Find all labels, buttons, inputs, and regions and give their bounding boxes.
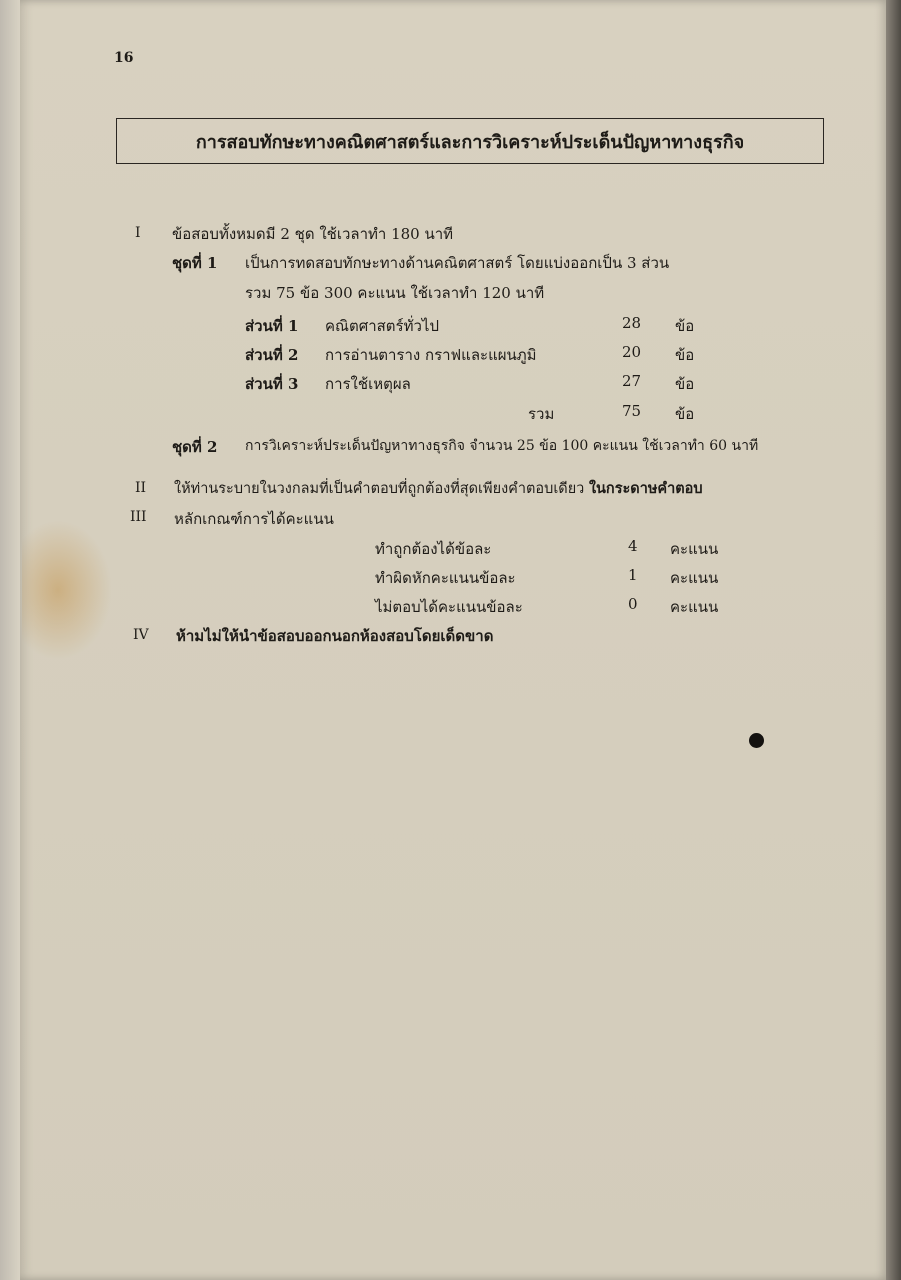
section-3-numeral: III [130, 509, 147, 525]
total-unit: ข้อ [675, 405, 695, 423]
page-right-edge [886, 0, 901, 1280]
rule-3-unit: คะแนน [670, 598, 719, 616]
set-1-line-2: รวม 75 ข้อ 300 คะแนน ใช้เวลาทำ 120 นาที [245, 284, 545, 302]
part-2-name: การอ่านตาราง กราฟและแผนภูมิ [325, 346, 537, 364]
part-3-unit: ข้อ [675, 375, 695, 393]
rule-2-unit: คะแนน [670, 569, 719, 587]
paper-stain [22, 520, 112, 660]
rule-2-text: ทำผิดหักคะแนนข้อละ [375, 569, 516, 587]
rule-3-points: 0 [628, 595, 638, 613]
set-2-label: ชุดที่ 2 [172, 438, 218, 456]
section-1-text: ข้อสอบทั้งหมดมี 2 ชุด ใช้เวลาทำ 180 นาที [172, 225, 454, 243]
total-count: 75 [622, 402, 642, 420]
section-1-numeral: I [135, 225, 141, 241]
section-2-bold-text: ในกระดาษคำตอบ [588, 480, 703, 497]
part-1-label: ส่วนที่ 1 [245, 317, 299, 335]
part-3-name: การใช้เหตุผล [325, 375, 411, 393]
part-2-count: 20 [622, 343, 642, 361]
set-1-label: ชุดที่ 1 [172, 254, 218, 272]
section-3-text: หลักเกณฑ์การได้คะแนน [174, 510, 334, 528]
part-1-count: 28 [622, 314, 642, 332]
rule-2-points: 1 [628, 566, 638, 584]
section-4-numeral: IV [133, 627, 149, 643]
page-number: 16 [114, 50, 134, 66]
part-1-unit: ข้อ [675, 317, 695, 335]
part-3-count: 27 [622, 372, 642, 390]
part-2-unit: ข้อ [675, 346, 695, 364]
rule-1-points: 4 [628, 537, 638, 555]
page-title: การสอบทักษะทางคณิตศาสตร์และการวิเคราะห์ประเด็นปัญหาทางธุรกิจ [195, 131, 745, 153]
total-label: รวม [528, 405, 555, 423]
rule-3-text: ไม่ตอบได้คะแนนข้อละ [375, 598, 523, 616]
page-title-box [116, 118, 824, 164]
rule-1-unit: คะแนน [670, 540, 719, 558]
section-2-text: ให้ท่านระบายในวงกลมที่เป็นคำตอบที่ถูกต้องที่สุดเพียงคำตอบเดียว [174, 481, 585, 497]
part-1-name: คณิตศาสตร์ทั่วไป [325, 317, 439, 335]
section-2-line [174, 477, 703, 500]
part-3-label: ส่วนที่ 3 [245, 375, 299, 393]
rule-1-text: ทำถูกต้องได้ข้อละ [375, 540, 492, 558]
page-left-edge [0, 0, 20, 1280]
set-2-text: การวิเคราะห์ประเด็นปัญหาทางธุรกิจ จำนวน 25 ข้อ 100 คะแนน ใช้เวลาทำ 60 นาที [245, 438, 759, 454]
ink-dot-mark [749, 733, 764, 748]
set-1-line-1: เป็นการทดสอบทักษะทางด้านคณิตศาสตร์ โดยแบ่งออกเป็น 3 ส่วน [245, 254, 670, 272]
part-2-label: ส่วนที่ 2 [245, 346, 299, 364]
section-4-text: ห้ามไม่ให้นำข้อสอบออกนอกห้องสอบโดยเด็ดขาด [176, 627, 494, 645]
section-2-numeral: II [135, 480, 147, 496]
